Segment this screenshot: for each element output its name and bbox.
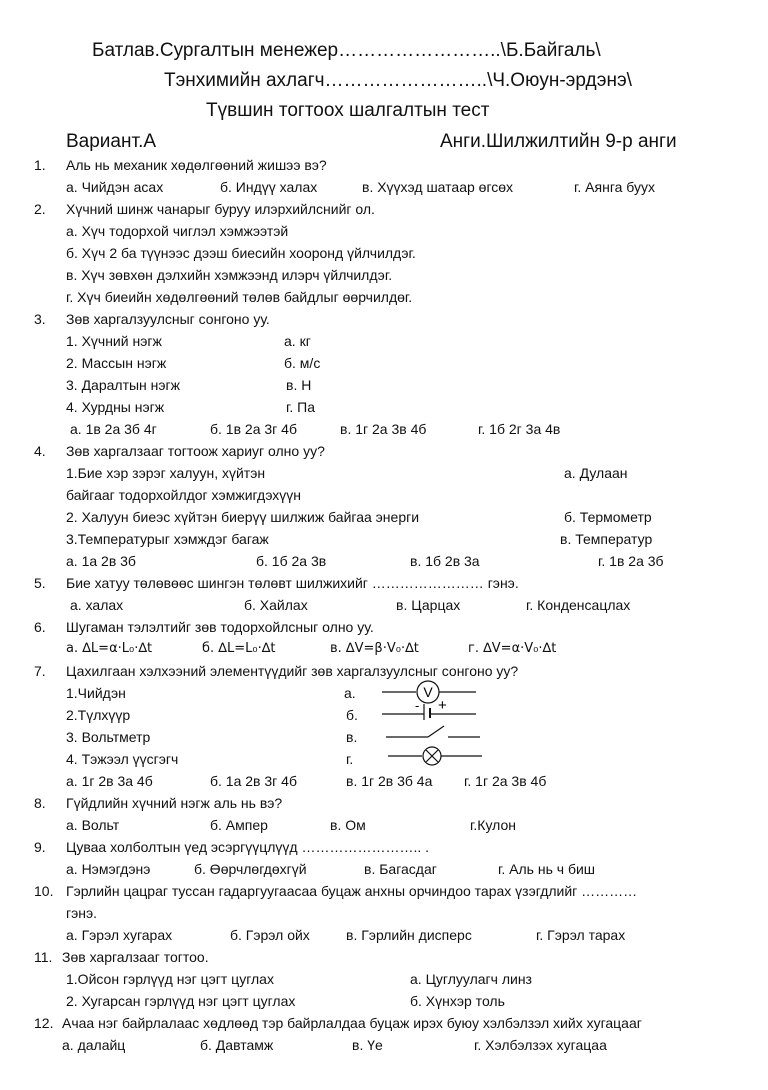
match-right-3: в.: [346, 729, 358, 745]
option-c: в. 1г 2в 3б 4а: [346, 773, 433, 789]
question-number: 5.: [34, 575, 46, 591]
match-right-1: а. Цуглуулагч линз: [410, 971, 532, 987]
match-left-2: 2.Түлхүүр: [66, 707, 131, 723]
option-a: а. 1в 2а 3б 4г: [70, 421, 157, 437]
question-number: 3.: [34, 311, 46, 327]
question-text: Ачаа нэг байрлалаас хөдлөөд тэр байрлалдаа буцаж ирэх буюу хэлбэлзэл хийх хугацааг: [62, 1015, 642, 1031]
option-a: а. Хүч тодорхой чиглэл хэмжээтэй: [66, 223, 289, 239]
battery-symbol: [380, 696, 480, 722]
option-a: а. 1а 2в 3б: [66, 553, 136, 569]
question-text: Бие хатуу төлөвөөс шингэн төлөвт шилжихийг …………………… гэнэ.: [66, 575, 519, 591]
question-number: 10.: [34, 883, 54, 899]
option-d: г. Конденсацлах: [526, 597, 631, 613]
option-c: в. Гэрлийн дисперс: [346, 927, 472, 943]
option-b: б. 1а 2в 3г 4б: [210, 773, 297, 789]
question-text: Хүчний шинж чанарыг буруу илэрхийлснийг ол.: [66, 201, 375, 217]
option-c: в. Багасдаг: [364, 861, 437, 877]
option-d: г. Хэлбэлзэх хугацаа: [474, 1037, 607, 1053]
question-number: 7.: [34, 663, 46, 679]
match-left-4: 4. Тэжээл үүсгэгч: [66, 751, 179, 767]
option-b: б. Хайлах: [244, 597, 308, 613]
approval-line-head: Тэнхимийн ахлагч……………………..\Ч.Оюун-эрдэнэ\: [164, 70, 632, 91]
match-left-2: 2. Массын нэгж: [66, 355, 167, 371]
question-number: 8.: [34, 795, 46, 811]
match-left-4: 4. Хурдны нэгж: [66, 399, 165, 415]
option-a: а. Нэмэгдэнэ: [66, 861, 151, 877]
match-left-3: 3.Температурыг хэмждэг багаж: [66, 531, 269, 547]
match-left-3: 3. Вольтметр: [66, 729, 151, 745]
class-label: Анги.Шилжилтийн 9-р анги: [440, 131, 677, 152]
question-number: 12.: [34, 1015, 54, 1031]
match-left-1: 1.Бие хэр зэрэг халуун, хүйтэн: [66, 465, 266, 481]
question-text: Гүйдлийн хүчний нэгж аль нь вэ?: [66, 795, 283, 811]
question-text: Шугаман тэлэлтийг зөв тодорхойлсныг олно уу.: [66, 619, 374, 635]
option-d: г. 1в 2а 3б: [598, 553, 664, 569]
match-right-1: а. кг: [284, 333, 311, 349]
option-c: в. 1г 2а 3в 4б: [340, 421, 427, 437]
option-a: а. халах: [70, 597, 124, 613]
question-number: 4.: [34, 443, 46, 459]
option-d: г. 1г 2а 3в 4б: [464, 773, 547, 789]
match-right-4: г.: [346, 751, 354, 767]
match-right-2: б. Термометр: [564, 509, 652, 525]
option-b: б. ∆L=L₀·∆t: [202, 641, 276, 656]
option-b: б. Хүч 2 ба түүнээс дээш биесийн хооронд үйлчилдэг.: [66, 245, 416, 261]
match-left-2: 2. Хугарсан гэрлүүд нэг цэгт цуглах: [66, 993, 296, 1009]
option-d: г. 1б 2г 3а 4в: [478, 421, 561, 437]
option-b: б. Гэрэл ойх: [230, 927, 310, 943]
match-right-3: в. Температур: [560, 531, 653, 547]
match-right-2: б. Хүнхэр толь: [410, 993, 505, 1009]
battery-minus: -: [415, 698, 420, 713]
variant-label: Вариант.А: [66, 131, 157, 152]
question-number: 2.: [34, 201, 46, 217]
option-d: г. Аль нь ч биш: [498, 861, 596, 877]
option-c: в. Хүүхэд шатаар өгсөх: [362, 179, 514, 195]
option-c: в. Үе: [352, 1037, 383, 1053]
question-text: Зөв харгалзуулсныг сонгоно уу.: [66, 311, 270, 327]
option-c: в. Ом: [330, 817, 366, 833]
option-a: а. Гэрэл хугарах: [66, 927, 173, 943]
match-left-3: 3. Даралтын нэгж: [66, 377, 181, 393]
option-b: б. 1в 2а 3г 4б: [210, 421, 297, 437]
question-number: 11.: [34, 949, 53, 965]
lamp-symbol: [386, 745, 486, 767]
match-right-1: а. Дулаан: [564, 465, 628, 481]
option-b: б. Өөрчлөгдөхгүй: [194, 861, 307, 877]
match-right-4: г. Па: [286, 399, 316, 415]
question-text: Зөв харгалзааг тогтоож хариуг олно уу?: [66, 443, 325, 459]
option-a: а. далайц: [62, 1037, 126, 1053]
option-d: г. Хүч биеийн хөдөлгөөний төлөв байдлыг өөрчилдөг.: [66, 289, 413, 305]
option-c: в. Хүч зөвхөн дэлхийн хэмжээнд илэрч үйлчилдэг.: [66, 267, 393, 283]
option-b: б. Ампер: [210, 817, 268, 833]
battery-plus: +: [438, 697, 447, 714]
question-number: 6.: [34, 619, 46, 635]
option-c: в. ∆V=β·V₀·∆t: [330, 641, 419, 656]
option-a: а. ∆L=α·L₀·∆t: [66, 641, 153, 656]
option-d: г. Гэрэл тарах: [536, 927, 626, 943]
question-text: Цахилгаан хэлхээний элементүүдийг зөв харгалзуулсныг сонгоно уу?: [66, 663, 519, 679]
option-d: г.Кулон: [470, 817, 516, 833]
option-c: в. 1б 2в 3а: [410, 553, 480, 569]
approval-line-manager: Батлав.Сургалтын менежер……………………..\Б.Байгаль\: [92, 40, 601, 61]
question-text: Аль нь механик хөдөлгөөний жишээ вэ?: [66, 157, 327, 173]
match-left-2: 2. Халуун биеэс хүйтэн биерүү шилжиж байгаа энерги: [66, 509, 420, 525]
option-c: в. Царцах: [396, 597, 461, 613]
match-left-1-cont: байгааг тодорхойлдог хэмжигдэхүүн: [66, 487, 302, 503]
option-d: г. Аянга буух: [574, 179, 656, 195]
option-b: б. Индүү халах: [220, 179, 318, 195]
option-a: а. 1г 2в 3а 4б: [66, 773, 153, 789]
switch-symbol: [384, 724, 484, 742]
page-title: Түвшин тогтоох шалгалтын тест: [206, 100, 490, 121]
match-left-1: 1. Хүчний нэгж: [66, 333, 162, 349]
match-right-3: в. Н: [286, 377, 312, 393]
option-a: а. Чийдэн асах: [66, 179, 164, 195]
match-right-2: б. м/с: [284, 355, 321, 371]
option-b: б. 1б 2а 3в: [256, 553, 327, 569]
question-text: Гэрлийн цацраг туссан гадаргуугаасаа буцаж анхны орчиндоо тарах үзэгдлийг …………: [66, 883, 638, 899]
match-left-1: 1.Ойсон гэрлүүд нэг цэгт цуглах: [66, 971, 274, 987]
question-number: 1.: [34, 157, 46, 173]
option-a: а. Вольт: [66, 817, 120, 833]
voltmeter-letter: V: [423, 684, 433, 700]
question-number: 9.: [34, 839, 46, 855]
option-b: б. Давтамж: [200, 1037, 274, 1053]
question-text: Цуваа холболтын үед эсэргүүцлүүд …………………….. .: [66, 839, 430, 855]
match-right-1: а.: [344, 685, 356, 701]
question-text-cont: гэнэ.: [66, 905, 98, 921]
match-right-2: б.: [346, 707, 358, 723]
option-d: г. ∆V=α·V₀·∆t: [468, 641, 557, 656]
question-text: Зөв харгалзааг тогтоо.: [62, 949, 209, 965]
match-left-1: 1.Чийдэн: [66, 685, 126, 701]
